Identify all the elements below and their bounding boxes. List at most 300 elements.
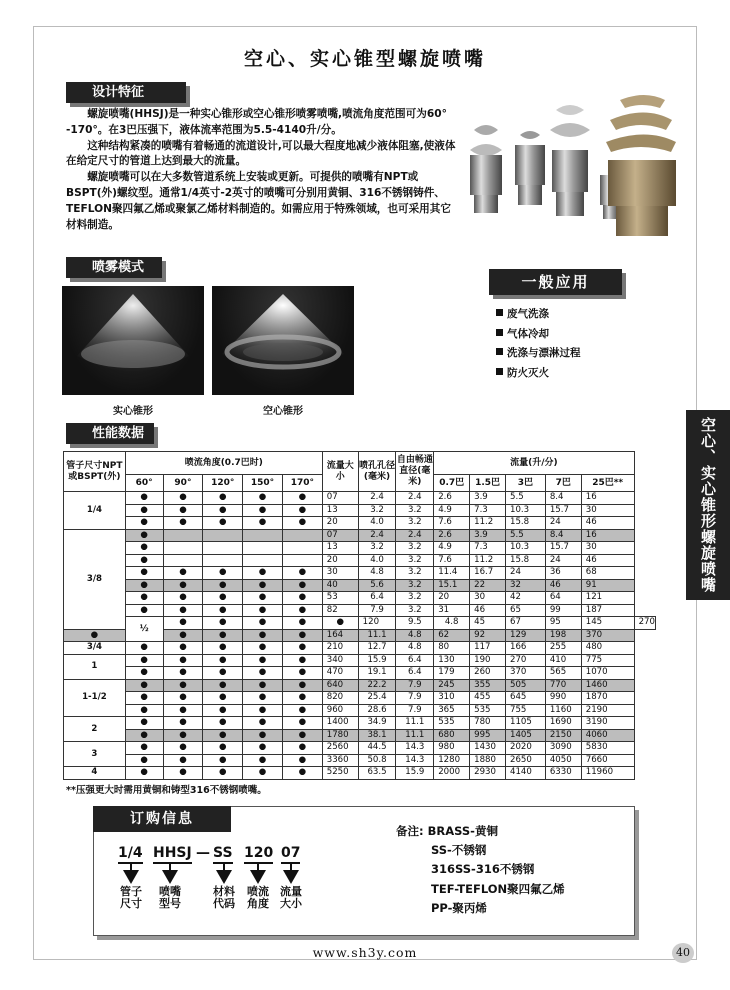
angle-empty-cell	[243, 542, 283, 555]
angle-available-dot: ●	[163, 604, 203, 617]
table-cell: 4.9	[434, 542, 470, 555]
table-cell: 1780	[322, 729, 358, 742]
table-cell: 30	[581, 542, 634, 555]
angle-available-dot: ●	[125, 529, 163, 542]
angle-available-dot: ●	[282, 667, 322, 680]
angle-header: 150°	[243, 475, 283, 492]
angle-available-dot: ●	[282, 679, 322, 692]
angle-available-dot: ●	[163, 642, 203, 655]
table-cell: 770	[545, 679, 581, 692]
angle-available-dot: ●	[243, 767, 283, 780]
table-cell: 07	[322, 529, 358, 542]
table-cell: 645	[506, 692, 546, 705]
table-cell: 4.8	[358, 567, 396, 580]
table-cell: 4.9	[434, 504, 470, 517]
angle-available-dot: ●	[282, 754, 322, 767]
angle-available-dot: ●	[125, 692, 163, 705]
angle-available-dot: ●	[203, 717, 243, 730]
table-row	[64, 679, 656, 692]
table-cell: 1105	[506, 717, 546, 730]
angle-available-dot: ●	[282, 617, 322, 630]
angle-empty-cell	[282, 542, 322, 555]
angle-header: 60°	[125, 475, 163, 492]
angle-available-dot: ●	[163, 567, 203, 580]
applications-header: 一般应用	[489, 269, 622, 295]
angle-available-dot: ●	[203, 754, 243, 767]
table-cell: 164	[322, 629, 358, 642]
table-cell: 3.2	[396, 504, 434, 517]
table-cell: 4140	[506, 767, 546, 780]
table-cell: 7.9	[396, 679, 434, 692]
angle-available-dot: ●	[125, 729, 163, 742]
table-cell: 2150	[545, 729, 581, 742]
table-cell: 13	[322, 542, 358, 555]
table-cell: 30	[581, 504, 634, 517]
table-cell: 4.0	[358, 517, 396, 530]
table-cell: 9.5	[396, 617, 434, 630]
angle-available-dot: ●	[163, 754, 203, 767]
angle-available-dot: ●	[282, 492, 322, 505]
table-cell: 25.4	[358, 692, 396, 705]
code-dash: —	[196, 845, 210, 861]
pipe-size-cell: 1	[64, 654, 126, 679]
table-cell: 45	[470, 617, 506, 630]
angle-available-dot: ●	[282, 592, 322, 605]
table-cell: 310	[434, 692, 470, 705]
angle-available-dot: ●	[125, 554, 163, 567]
angle-available-dot: ●	[282, 704, 322, 717]
table-cell: 20	[322, 517, 358, 530]
table-cell: 11.1	[396, 729, 434, 742]
table-cell: 7.9	[358, 604, 396, 617]
angle-empty-cell	[282, 554, 322, 567]
table-cell: 1160	[545, 704, 581, 717]
table-cell: 117	[470, 642, 506, 655]
order-header: 订购信息	[93, 806, 231, 832]
table-cell: 3.9	[470, 492, 506, 505]
table-cell: 15.9	[396, 767, 434, 780]
angle-available-dot: ●	[125, 492, 163, 505]
pipe-size-cell: 4	[64, 767, 126, 780]
table-row	[64, 579, 656, 592]
table-row	[64, 654, 656, 667]
table-cell: 24	[545, 517, 581, 530]
angle-empty-cell	[163, 554, 203, 567]
table-cell: 15.7	[545, 504, 581, 517]
angle-available-dot: ●	[282, 579, 322, 592]
angle-available-dot: ●	[203, 729, 243, 742]
angle-empty-cell	[203, 542, 243, 555]
table-cell: 11.4	[434, 567, 470, 580]
angle-available-dot: ●	[125, 504, 163, 517]
table-cell: 6.4	[396, 667, 434, 680]
table-cell: 2.4	[358, 492, 396, 505]
table-cell: 4060	[581, 729, 634, 742]
table-cell: 95	[545, 617, 581, 630]
table-cell: 565	[545, 667, 581, 680]
table-cell: 14.3	[396, 742, 434, 755]
table-cell: 7.3	[470, 542, 506, 555]
angle-available-dot: ●	[203, 604, 243, 617]
angle-empty-cell	[163, 529, 203, 542]
angle-available-dot: ●	[282, 717, 322, 730]
performance-header: 性能数据	[66, 423, 154, 444]
table-cell: 995	[470, 729, 506, 742]
angle-available-dot: ●	[163, 492, 203, 505]
table-cell: 7.9	[396, 692, 434, 705]
table-cell: 46	[545, 579, 581, 592]
angle-available-dot: ●	[125, 767, 163, 780]
page-title: 空心、实心锥型螺旋喷嘴	[243, 48, 486, 70]
table-cell: 166	[506, 642, 546, 655]
table-cell: 2.4	[396, 529, 434, 542]
angle-available-dot: ●	[163, 704, 203, 717]
table-cell: 535	[470, 704, 506, 717]
angle-available-dot: ●	[243, 579, 283, 592]
application-item: 洗涤与漂淋过程	[496, 344, 581, 364]
label-nozzle-model: 喷嘴型号	[159, 885, 181, 910]
table-cell: 16.7	[470, 567, 506, 580]
table-cell: 11.1	[396, 717, 434, 730]
table-cell: 91	[581, 579, 634, 592]
angle-available-dot: ●	[243, 504, 283, 517]
remark-line: 备注: BRASS-黄铜	[396, 824, 498, 838]
table-cell: 15.7	[545, 542, 581, 555]
table-cell: 6330	[545, 767, 581, 780]
table-cell: 3.2	[358, 542, 396, 555]
table-cell: 5.5	[506, 529, 546, 542]
table-cell: 990	[545, 692, 581, 705]
table-row	[64, 692, 656, 705]
page-number: 40	[672, 943, 694, 963]
pipe-size-cell: 2	[64, 717, 126, 742]
table-cell: 63.5	[358, 767, 396, 780]
table-cell: 245	[434, 679, 470, 692]
table-cell: 4050	[545, 754, 581, 767]
angle-available-dot: ●	[243, 692, 283, 705]
code-model: HHSJ	[153, 845, 192, 861]
angle-available-dot: ●	[203, 742, 243, 755]
angle-header: 170°	[282, 475, 322, 492]
table-cell: 3090	[545, 742, 581, 755]
remark-line: 316SS-316不锈钢	[431, 862, 535, 877]
table-cell: 1690	[545, 717, 581, 730]
angle-empty-cell	[282, 529, 322, 542]
angle-available-dot: ●	[203, 504, 243, 517]
table-cell: 455	[470, 692, 506, 705]
angle-available-dot: ●	[282, 692, 322, 705]
remark-line: TEF-TEFLON聚四氟乙烯	[431, 881, 565, 896]
table-cell: 07	[322, 492, 358, 505]
pressure-header: 7巴	[545, 475, 581, 492]
pipe-size-cell: 3	[64, 742, 126, 767]
table-cell: 190	[470, 654, 506, 667]
application-item: 废气洗涤	[496, 305, 581, 325]
table-cell: 82	[322, 604, 358, 617]
table-cell: 30	[470, 592, 506, 605]
table-cell: 1460	[581, 679, 634, 692]
pressure-header: 3巴	[506, 475, 546, 492]
table-cell: 11.2	[470, 517, 506, 530]
angle-available-dot: ●	[203, 592, 243, 605]
table-cell: 11.1	[358, 629, 396, 642]
design-paragraph: 螺旋喷嘴可以在大多数管道系统上安装或更新。可提供的喷嘴有NPT或BSPT(外)螺纹型。通常1/4英寸-2英寸的喷嘴可分别用黄铜、316不锈钢铸件、TEFLON聚四氟乙烯或聚氯乙烯材料制造的。如需应用于特殊领域，也可采用其它材料制造。	[66, 171, 451, 231]
angle-available-dot: ●	[243, 492, 283, 505]
table-cell: 7.6	[434, 554, 470, 567]
table-cell: 46	[581, 554, 634, 567]
pressure-header: 25巴**	[581, 475, 634, 492]
angle-available-dot: ●	[64, 629, 126, 642]
table-cell: 680	[434, 729, 470, 742]
table-cell: 410	[545, 654, 581, 667]
angle-available-dot: ●	[243, 629, 283, 642]
table-cell: 30	[322, 567, 358, 580]
angle-empty-cell	[203, 529, 243, 542]
solid-cone-caption: 实心锥形	[113, 406, 153, 417]
table-cell: 99	[545, 604, 581, 617]
table-cell: 15.9	[358, 654, 396, 667]
pipe-size-cell: 1-1/2	[64, 679, 126, 717]
table-cell: 129	[506, 629, 546, 642]
table-cell: 120	[358, 617, 396, 630]
table-cell: 3.2	[396, 592, 434, 605]
table-cell: 5.5	[506, 492, 546, 505]
table-row	[64, 642, 656, 655]
table-row	[64, 667, 656, 680]
table-cell: 24	[545, 554, 581, 567]
design-paragraph: 这种结构紧凑的喷嘴有着畅通的流道设计,可以最大程度地减少液体阻塞,使液体在给定尺寸的管道上达到最大的流量。	[66, 139, 456, 168]
table-cell: 3.2	[396, 542, 434, 555]
angle-available-dot: ●	[243, 642, 283, 655]
table-cell: 31	[434, 604, 470, 617]
table-cell: 40	[322, 579, 358, 592]
angle-available-dot: ●	[203, 704, 243, 717]
angle-available-dot: ●	[125, 704, 163, 717]
table-cell: 270	[506, 654, 546, 667]
angle-available-dot: ●	[243, 592, 283, 605]
angle-header: 90°	[163, 475, 203, 492]
code-size: 1/4	[118, 845, 143, 861]
pipe-size-cell: ½	[125, 617, 163, 642]
angle-available-dot: ●	[282, 642, 322, 655]
design-text	[66, 107, 456, 233]
table-cell: 3.2	[396, 567, 434, 580]
table-cell: 340	[322, 654, 358, 667]
angle-available-dot: ●	[163, 629, 203, 642]
table-cell: 1880	[470, 754, 506, 767]
table-cell: 775	[581, 654, 634, 667]
table-cell: 12.7	[358, 642, 396, 655]
angle-available-dot: ●	[243, 617, 283, 630]
angle-available-dot: ●	[203, 629, 243, 642]
material-remarks	[396, 822, 565, 918]
angle-empty-cell	[203, 554, 243, 567]
angle-available-dot: ●	[282, 729, 322, 742]
table-cell: 13	[322, 504, 358, 517]
angle-available-dot: ●	[125, 742, 163, 755]
angle-available-dot: ●	[243, 517, 283, 530]
table-cell: 7.6	[434, 517, 470, 530]
angle-available-dot: ●	[282, 654, 322, 667]
table-cell: 1870	[581, 692, 634, 705]
design-paragraph: 螺旋喷嘴(HHSJ)是一种实心锥形或空心锥形喷雾喷嘴,喷流角度范围可为60° -170°。在3巴压强下，液体流率范围为5.5-4140升/分。	[66, 108, 447, 136]
table-cell: 2.4	[396, 492, 434, 505]
table-row	[64, 617, 656, 630]
table-cell: 7.9	[396, 704, 434, 717]
angle-available-dot: ●	[203, 492, 243, 505]
table-cell: 1280	[434, 754, 470, 767]
table-row	[64, 554, 656, 567]
table-cell: 50.8	[358, 754, 396, 767]
table-cell: 19.1	[358, 667, 396, 680]
angle-available-dot: ●	[282, 567, 322, 580]
table-cell: 3.2	[396, 517, 434, 530]
angle-available-dot: ●	[282, 504, 322, 517]
angle-available-dot: ●	[163, 767, 203, 780]
table-cell: 980	[434, 742, 470, 755]
table-cell: 44.5	[358, 742, 396, 755]
table-cell: 46	[470, 604, 506, 617]
angle-available-dot: ●	[203, 567, 243, 580]
table-cell: 10.3	[506, 504, 546, 517]
remark-line: PP-聚丙烯	[431, 900, 487, 915]
angle-available-dot: ●	[125, 654, 163, 667]
angle-available-dot: ●	[203, 579, 243, 592]
table-cell: 22.2	[358, 679, 396, 692]
table-cell: 2000	[434, 767, 470, 780]
angle-available-dot: ●	[125, 679, 163, 692]
table-cell: 755	[506, 704, 546, 717]
table-cell: 2.6	[434, 529, 470, 542]
table-row	[64, 604, 656, 617]
angle-available-dot: ●	[125, 667, 163, 680]
angle-available-dot: ●	[243, 667, 283, 680]
angle-available-dot: ●	[163, 742, 203, 755]
angle-available-dot: ●	[163, 517, 203, 530]
table-cell: 3.2	[396, 554, 434, 567]
angle-available-dot: ●	[243, 742, 283, 755]
table-cell: 28.6	[358, 704, 396, 717]
table-cell: 22	[470, 579, 506, 592]
pressure-header: 0.7巴	[434, 475, 470, 492]
table-cell: 16	[581, 492, 634, 505]
remark-line: SS-不锈钢	[431, 843, 487, 858]
footer-url: www.sh3y.com	[312, 945, 418, 960]
table-cell: 11960	[581, 767, 634, 780]
angle-available-dot: ●	[322, 617, 358, 630]
hollow-cone-caption: 空心锥形	[263, 406, 303, 417]
table-cell: 62	[434, 629, 470, 642]
solid-cone-photo	[62, 286, 204, 395]
table-cell: 2650	[506, 754, 546, 767]
table-cell: 2020	[506, 742, 546, 755]
table-cell: 2560	[322, 742, 358, 755]
angle-available-dot: ●	[125, 754, 163, 767]
table-cell: 480	[581, 642, 634, 655]
table-cell: 370	[506, 667, 546, 680]
table-cell: 8.4	[545, 529, 581, 542]
table-row	[64, 742, 656, 755]
pipe-size-cell: 1/4	[64, 492, 126, 530]
table-cell: 270	[634, 617, 655, 630]
angle-available-dot: ●	[163, 717, 203, 730]
col-size: 管子尺寸NPT或BSPT(外)	[64, 452, 126, 492]
angle-available-dot: ●	[243, 704, 283, 717]
side-tab: 空心、实心锥形螺旋喷嘴	[686, 410, 730, 600]
angle-available-dot: ●	[163, 592, 203, 605]
table-cell: 210	[322, 642, 358, 655]
table-cell: 1400	[322, 717, 358, 730]
angle-available-dot: ●	[163, 667, 203, 680]
angle-available-dot: ●	[163, 617, 203, 630]
angle-available-dot: ●	[203, 617, 243, 630]
angle-available-dot: ●	[203, 654, 243, 667]
table-row	[64, 567, 656, 580]
table-cell: 2.4	[358, 529, 396, 542]
angle-available-dot: ●	[203, 692, 243, 705]
table-cell: 3.2	[396, 604, 434, 617]
angle-available-dot: ●	[125, 642, 163, 655]
table-row	[64, 542, 656, 555]
angle-available-dot: ●	[203, 642, 243, 655]
table-cell: 198	[545, 629, 581, 642]
application-item: 气体冷却	[496, 325, 581, 345]
table-cell: 68	[581, 567, 634, 580]
table-cell: 65	[506, 604, 546, 617]
angle-available-dot: ●	[125, 567, 163, 580]
table-cell: 780	[470, 717, 506, 730]
angle-available-dot: ●	[125, 542, 163, 555]
table-cell: 4.8	[396, 629, 434, 642]
design-header: 设计特征	[66, 82, 186, 103]
angle-available-dot: ●	[125, 517, 163, 530]
table-cell: 38.1	[358, 729, 396, 742]
table-cell: 7.3	[470, 504, 506, 517]
table-cell: 11.2	[470, 554, 506, 567]
angle-available-dot: ●	[163, 679, 203, 692]
table-cell: 64	[545, 592, 581, 605]
code-angle: 120	[244, 845, 273, 861]
table-cell: 3.9	[470, 529, 506, 542]
pressure-header: 1.5巴	[470, 475, 506, 492]
table-row	[64, 704, 656, 717]
table-cell: 370	[581, 629, 634, 642]
table-cell: 179	[434, 667, 470, 680]
code-capacity: 07	[281, 845, 300, 861]
application-item: 防火灭火	[496, 364, 581, 384]
angle-available-dot: ●	[243, 754, 283, 767]
table-cell: 20	[322, 554, 358, 567]
col-angle: 喷流角度(0.7巴时)	[125, 452, 322, 475]
table-cell: 4.8	[434, 617, 470, 630]
angle-available-dot: ●	[243, 729, 283, 742]
code-material: SS	[213, 845, 233, 861]
table-row	[64, 717, 656, 730]
angle-available-dot: ●	[243, 567, 283, 580]
angle-available-dot: ●	[125, 717, 163, 730]
table-cell: 355	[470, 679, 506, 692]
angle-available-dot: ●	[203, 517, 243, 530]
angle-empty-cell	[163, 542, 203, 555]
table-cell: 80	[434, 642, 470, 655]
label-material-code: 材料代码	[213, 885, 235, 910]
table-cell: 505	[506, 679, 546, 692]
table-cell: 640	[322, 679, 358, 692]
table-cell: 1430	[470, 742, 506, 755]
table-row	[64, 729, 656, 742]
angle-available-dot: ●	[282, 767, 322, 780]
table-cell: 36	[545, 567, 581, 580]
